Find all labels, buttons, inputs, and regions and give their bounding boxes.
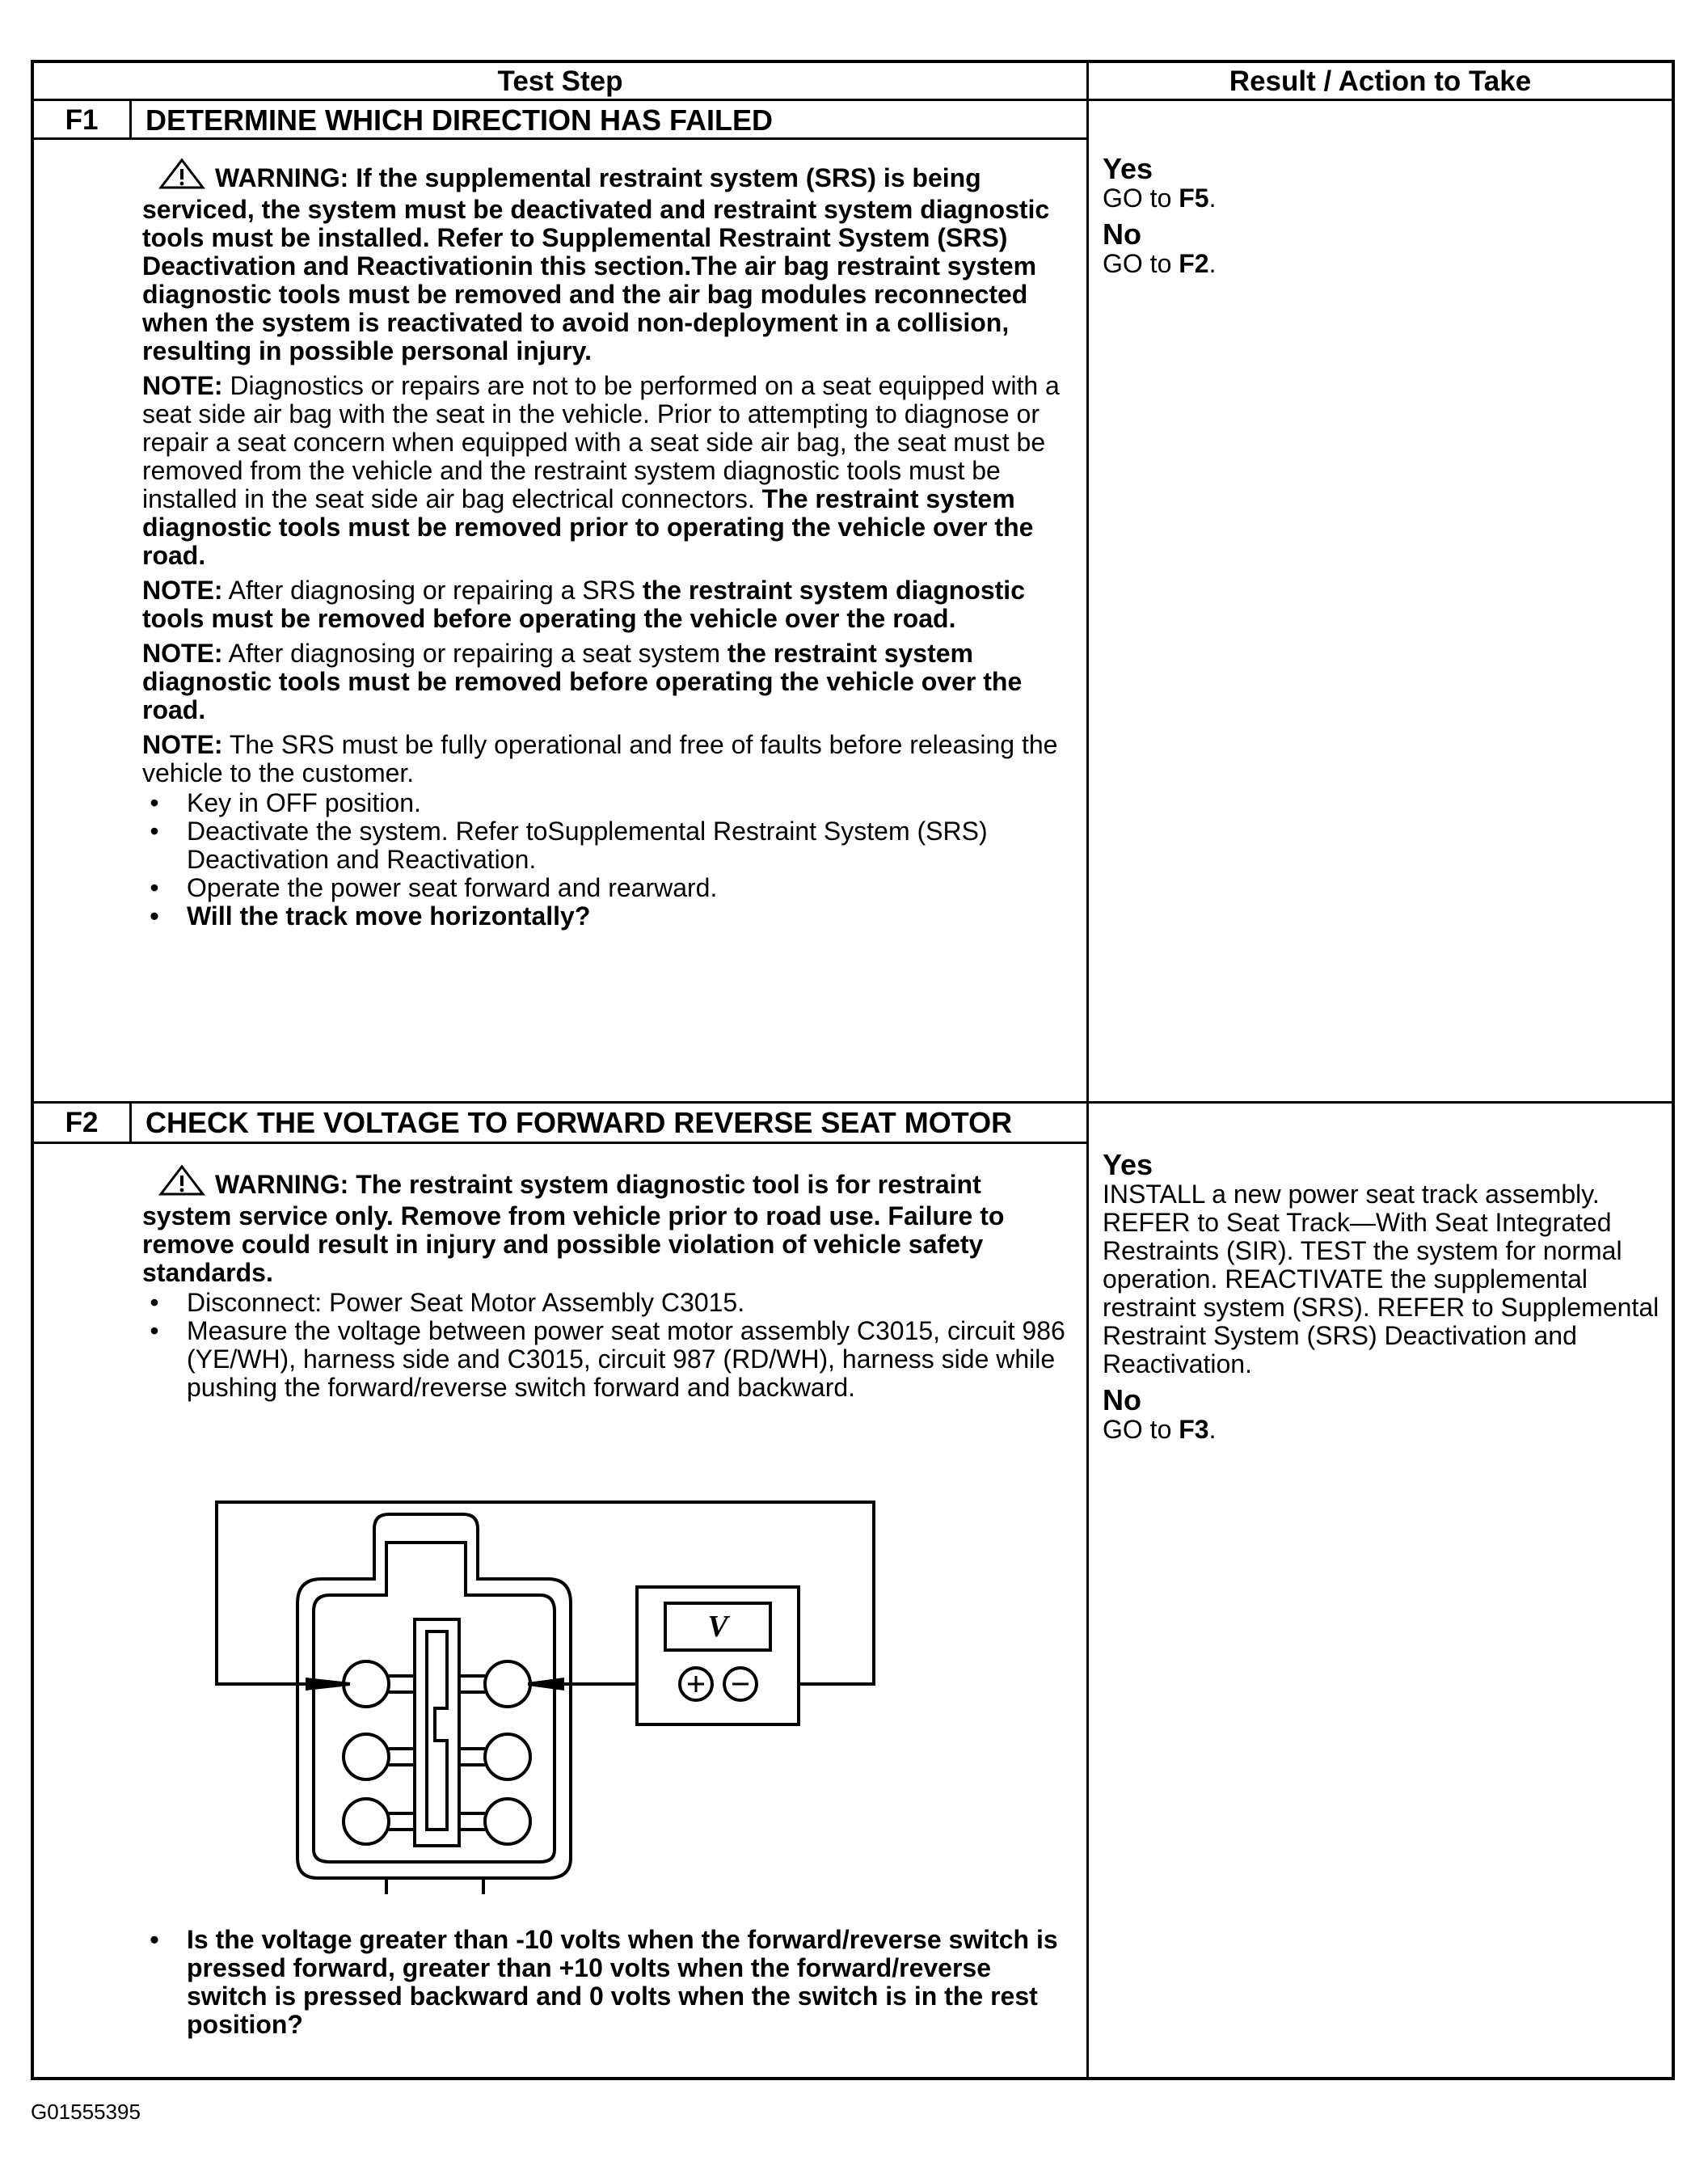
f1-yes-action: GO to F5. — [1103, 184, 1217, 213]
f1-yes-label: Yes — [1103, 152, 1153, 185]
list-item: • Operate the power seat forward and rearward. — [150, 873, 718, 902]
figure-id: G01555395 — [31, 2100, 141, 2124]
step-number-f1: F1 — [65, 104, 99, 136]
f1-no-action: GO to F2. — [1103, 249, 1217, 278]
warning-triangle-icon — [158, 1164, 205, 1202]
f2-number-divider — [129, 1103, 132, 1143]
list-item: • Deactivate the system. Refer toSupplemental Restraint System (SRS) Deactivation and Reactivation. — [150, 817, 988, 874]
f2-body — [142, 1164, 1076, 1402]
f1-note-4: NOTE: The SRS must be fully operational and free of faults before releasing the vehicle to the customer. — [142, 730, 1058, 787]
list-item: • Is the voltage greater than -10 volts when the forward/reverse switch is pressed forward, greater than +10 volts when the forward/reverse switch is pressed backward and 0 volts when the switch is in the rest position? — [150, 1925, 1058, 2039]
header-result-action: Result / Action to Take — [1229, 65, 1532, 97]
list-item: • Measure the voltage between power seat motor assembly C3015, circuit 986 (YE/WH), harness side and C3015, circuit 987 (RD/WH), harness side while pushing the forward/reverse switch forward and backward. — [150, 1316, 1065, 1402]
f2-steps-list — [142, 1289, 1076, 1402]
f1-note-1: NOTE: Diagnostics or repairs are not to be performed on a seat equipped with a seat side air bag with the seat in the vehicle. Prior to attempting to diagnose or repair a seat concern when equipped with a seat side air bag, the seat must be removed from the vehicle and the restraint system diagnostic tools must be installed in the seat side air bag electrical connectors. The restraint system diagnostic tools must be removed prior to operating the vehicle over the road. — [142, 371, 1060, 570]
f1-question: • Will the track move horizontally? — [150, 901, 591, 931]
f2-yes-label: Yes — [1103, 1148, 1153, 1181]
meter-symbol: V — [707, 1610, 728, 1644]
f2-yes-action: INSTALL a new power seat track assembly. REFER to Seat Track—With Seat Integrated Restraints (SIR). TEST the system for normal operation. REACTIVATE the supplemental restraint system (SRS). REFER to Supplemental Restraint System (SRS) Deactivation and Reactivation. — [1103, 1180, 1660, 1378]
f1-note-3: NOTE: After diagnosing or repairing a seat system the restraint system diagnostic tools must be removed before operating the vehicle over the road. — [142, 639, 1023, 724]
f1-number-divider — [129, 100, 132, 139]
warning-triangle-icon — [158, 158, 205, 196]
connector-voltmeter-diagram — [184, 1441, 896, 1894]
header-test-step: Test Step — [497, 65, 623, 97]
list-item: • Disconnect: Power Seat Motor Assembly C3015. — [150, 1288, 745, 1317]
f1-steps-list — [142, 789, 1076, 931]
f1-body — [142, 158, 1076, 931]
step-number-f2: F2 — [65, 1107, 99, 1138]
f2-no-action: GO to F3. — [1103, 1415, 1217, 1444]
list-item: • Key in OFF position. — [150, 788, 421, 817]
f1-warning: WARNING: If the supplemental restraint system (SRS) is being serviced, the system must be deactivated and restraint system diagnostic tools must be installed. Refer to Supplemental Restraint System (SRS) Deactivation and Reactivationin this section.The air bag restraint system diagnostic tools must be removed and the air bag modules reconnected when the system is reactivated to avoid non-deployment in a collision, resulting in possible personal injury. — [142, 158, 1076, 365]
f2-no-label: No — [1103, 1383, 1141, 1416]
step-title-f1: DETERMINE WHICH DIRECTION HAS FAILED — [145, 103, 774, 137]
f2-warning: WARNING: The restraint system diagnostic tool is for restraint system service only. Remove from vehicle prior to road use. Failure to remove could result in injury and possible violation of vehicle safety standards. — [142, 1164, 1076, 1287]
column-divider — [1086, 63, 1089, 2080]
f2-results — [1103, 1150, 1668, 1444]
f2-question — [142, 1926, 1076, 2039]
f1-no-label: No — [1103, 217, 1141, 251]
step-title-f2: CHECK THE VOLTAGE TO FORWARD REVERSE SEAT MOTOR — [145, 1106, 1013, 1139]
f1-note-2: NOTE: After diagnosing or repairing a SRS the restraint system diagnostic tools must be removed before operating the vehicle over the road. — [142, 576, 1025, 633]
f1-results — [1103, 154, 1668, 278]
